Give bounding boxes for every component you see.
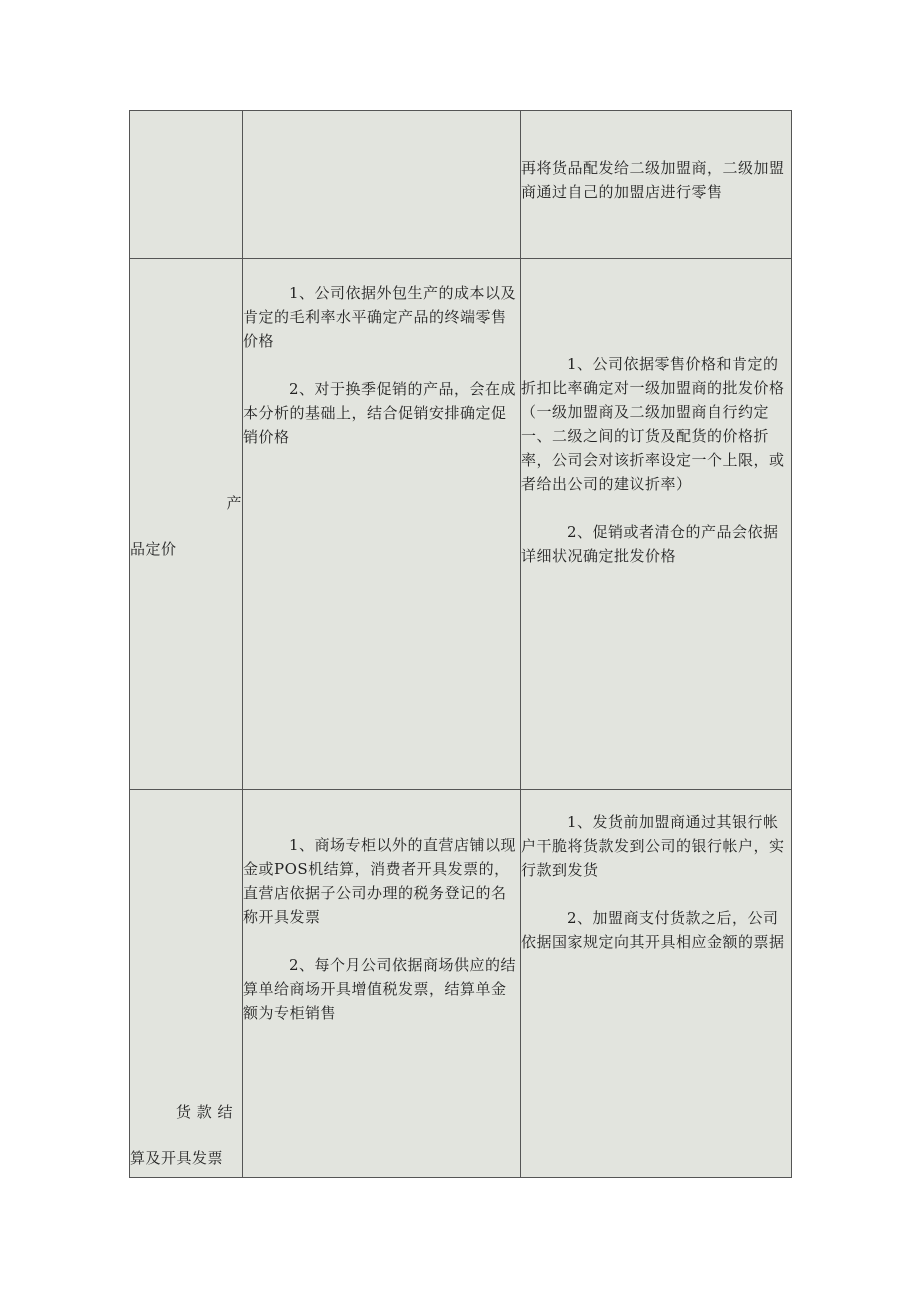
internal-policy-cell <box>243 259 521 790</box>
table-row <box>130 790 792 1178</box>
row-label-line2: 算及开具发票 <box>130 1149 224 1167</box>
franchise-policy-paragraph: 1、发货前加盟商通过其银行帐户干脆将货款发到公司的银行帐户，实行款到发货 <box>521 813 785 879</box>
franchise-policy-paragraph: 1、公司依据零售价格和肯定的折扣比率确定对一级加盟商的批发价格（一级加盟商及二级加盟商自行约定一、二级之间的订货及配货的价格折率，公司会对该折率设定一个上限，或者给出公司的建议折率） <box>521 355 785 493</box>
row-label-cell <box>130 790 243 1178</box>
row-label-line1: 货 款 结 <box>176 1103 234 1121</box>
row-label-cell <box>130 111 243 259</box>
policy-table <box>129 110 792 1178</box>
franchise-policy-cell <box>521 111 792 259</box>
franchise-policy-cell <box>521 259 792 790</box>
internal-policy-paragraph: 1、公司依据外包生产的成本以及肯定的毛利率水平确定产品的终端零售价格 <box>243 284 517 350</box>
franchise-policy-cell <box>521 790 792 1178</box>
franchise-policy-paragraph: 2、加盟商支付货款之后，公司依据国家规定向其开具相应金额的票据 <box>521 909 785 951</box>
internal-policy-cell <box>243 111 521 259</box>
table-row <box>130 259 792 790</box>
internal-policy-paragraph: 2、每个月公司依据商场供应的结算单给商场开具增值税发票，结算单金额为专柜销售 <box>243 956 517 1022</box>
internal-policy-paragraph: 1、商场专柜以外的直营店铺以现金或POS机结算，消费者开具发票的，直营店依据子公司办理的税务登记的名称开具发票 <box>243 836 517 926</box>
franchise-policy-paragraph: 2、促销或者清仓的产品会依据详细状况确定批发价格 <box>521 523 779 565</box>
row-label-line1: 产 <box>226 494 242 512</box>
table-row <box>130 111 792 259</box>
internal-policy-paragraph: 2、对于换季促销的产品，会在成本分析的基础上，结合促销安排确定促销价格 <box>243 380 517 446</box>
row-label-cell <box>130 259 243 790</box>
franchise-policy-text: 再将货品配发给二级加盟商，二级加盟商通过自己的加盟店进行零售 <box>521 159 785 201</box>
row-label-line2: 品定价 <box>130 540 177 558</box>
internal-policy-cell <box>243 790 521 1178</box>
